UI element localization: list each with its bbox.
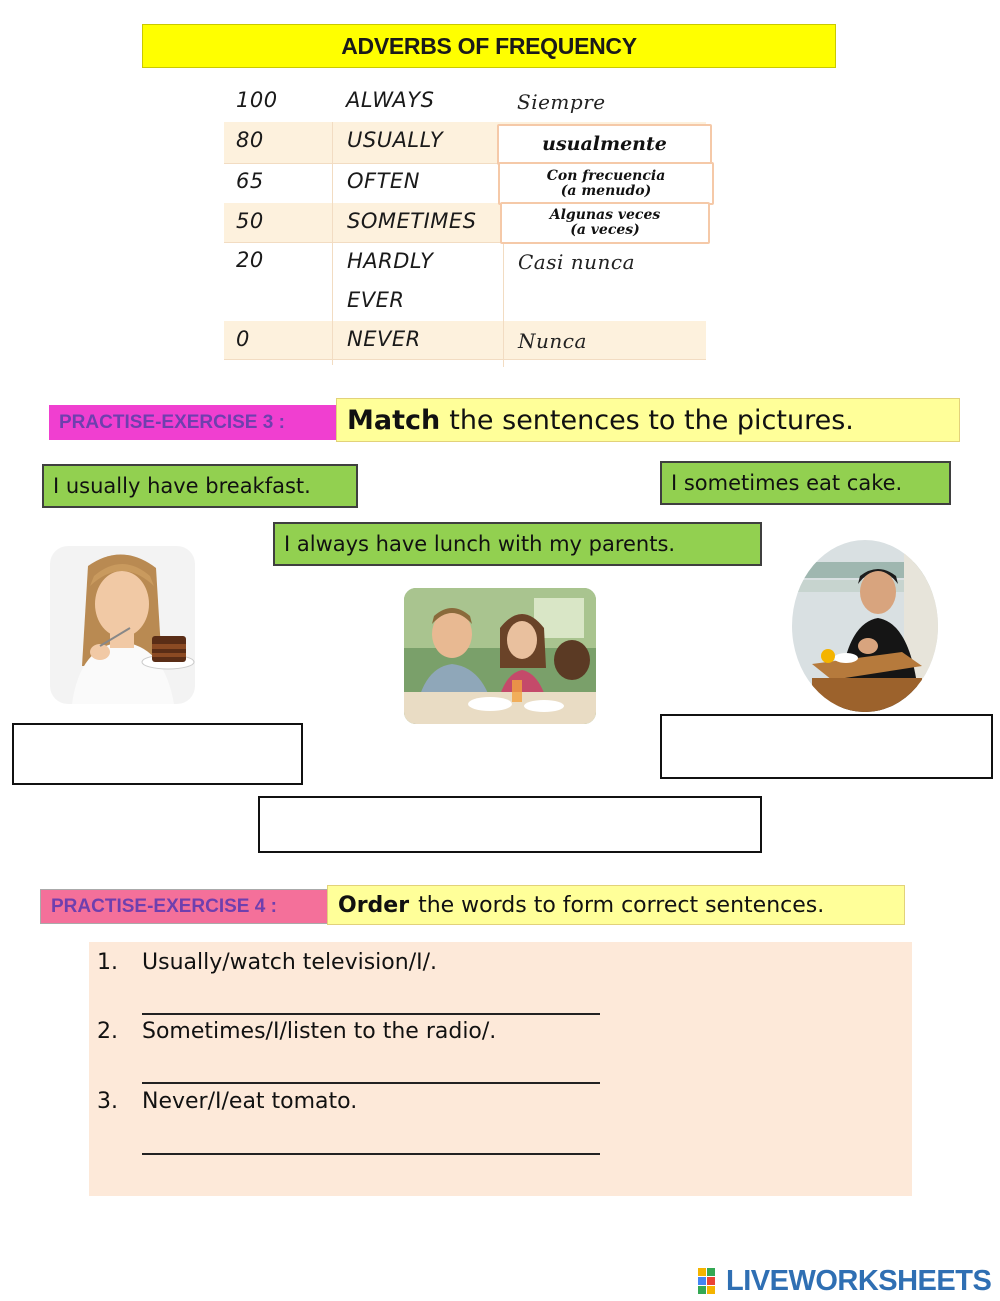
answer-box[interactable] — [500, 202, 710, 244]
sentence-card-breakfast[interactable]: I usually have breakfast. — [42, 464, 358, 508]
order-item — [97, 950, 437, 975]
answer-text: (a menudo) — [560, 182, 652, 199]
adverb-cell: OFTEN — [332, 163, 420, 209]
table-row — [224, 321, 706, 360]
logo-squares-icon — [698, 1268, 724, 1294]
answer-text: (a veces) — [570, 222, 640, 238]
picture-woman-eating-cake — [50, 546, 195, 704]
spanish-cell: Siempre — [517, 90, 606, 114]
adverb-cell: ALWAYS — [346, 88, 435, 112]
instruction-bold: Order — [338, 892, 410, 918]
percent-cell: 50 — [236, 209, 264, 233]
friends-lunch-illustration — [404, 588, 596, 724]
percent-cell: 80 — [236, 128, 264, 152]
adverb-line: HARDLY — [347, 249, 434, 273]
adverb-line: EVER — [347, 288, 405, 312]
boy-breakfast-illustration — [792, 540, 938, 712]
item-text: Sometimes/I/listen to the radio/. — [142, 1019, 497, 1044]
percent-cell: 100 — [236, 88, 278, 112]
spanish-cell: Nunca — [503, 321, 587, 367]
answer-box[interactable] — [498, 162, 714, 205]
table-row — [224, 82, 706, 123]
exercise3-instruction — [336, 398, 960, 442]
answer-line-2[interactable] — [142, 1062, 600, 1084]
drop-box-picture-2[interactable] — [258, 796, 762, 853]
answer-line-1[interactable] — [142, 993, 600, 1015]
instruction-text: the words to form correct sentences. — [418, 892, 825, 918]
order-item — [97, 1089, 357, 1114]
exercise4-instruction — [327, 885, 905, 925]
item-number: 1. — [97, 950, 118, 975]
worksheet-title: ADVERBS OF FREQUENCY — [142, 24, 836, 68]
order-item — [97, 1019, 496, 1044]
percent-cell: 20 — [236, 248, 264, 272]
drop-box-picture-1[interactable] — [12, 723, 303, 785]
adverb-cell: NEVER — [332, 321, 421, 365]
answer-text: usualmente — [542, 132, 667, 155]
picture-friends-having-lunch — [404, 588, 596, 724]
answer-text: Con frecuencia — [546, 167, 666, 184]
answer-line-3[interactable] — [142, 1133, 600, 1155]
woman-cake-illustration — [50, 546, 195, 704]
adverb-cell: SOMETIMES — [332, 203, 477, 248]
sentence-card-cake[interactable]: I sometimes eat cake. — [660, 461, 951, 505]
sentence-card-lunch[interactable]: I always have lunch with my parents. — [273, 522, 762, 566]
instruction-bold: Match — [347, 404, 441, 436]
spanish-cell: Casi nunca — [503, 242, 635, 329]
percent-cell: 0 — [236, 327, 250, 351]
percent-cell: 65 — [236, 169, 264, 193]
item-number: 2. — [97, 1019, 118, 1044]
adverb-cell — [332, 242, 433, 321]
picture-boy-having-breakfast — [792, 540, 938, 712]
exercise4-label: PRACTISE-EXERCISE 4 : — [40, 889, 330, 924]
drop-box-picture-3[interactable] — [660, 714, 993, 779]
table-row — [224, 242, 706, 322]
instruction-text: the sentences to the pictures. — [449, 404, 854, 436]
answer-box[interactable] — [497, 124, 712, 165]
answer-text: Algunas veces — [549, 207, 661, 224]
item-text: Usually/watch television/I/. — [142, 950, 438, 975]
liveworksheets-logo — [698, 1262, 998, 1300]
logo-text: LIVEWORKSHEETS — [726, 1264, 992, 1297]
adverb-cell: USUALLY — [332, 122, 443, 169]
item-text: Never/I/eat tomato. — [142, 1089, 358, 1114]
item-number: 3. — [97, 1089, 118, 1114]
exercise3-label: PRACTISE-EXERCISE 3 : — [49, 405, 337, 440]
